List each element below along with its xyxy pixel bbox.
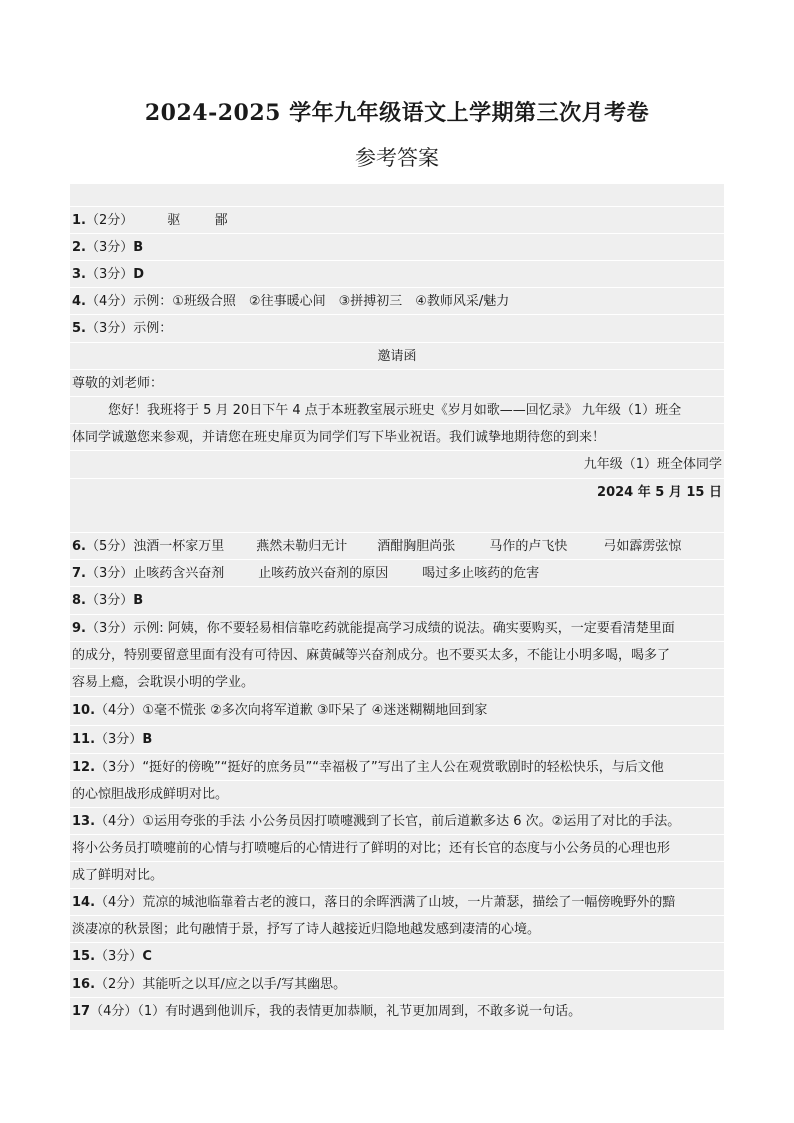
q-number: 1. xyxy=(72,213,86,228)
answer-text: ①毫不慌张 ②多次向将军道歉 ③吓呆了 ④迷迷糊糊地回到家 xyxy=(142,703,488,718)
q-number: 9. xyxy=(72,621,86,636)
q-score: （3分） xyxy=(95,732,143,747)
q-score: （3分） xyxy=(85,621,134,636)
q-score: （3分） xyxy=(95,949,143,964)
q-number: 4. xyxy=(72,294,86,309)
q-score: （3分） xyxy=(85,267,134,282)
q-score: （4分） xyxy=(95,814,143,829)
q-score: （3分） xyxy=(85,240,134,255)
answer-choice: B xyxy=(133,240,144,255)
answer-row-17 xyxy=(70,997,724,1023)
q-score: （5分） xyxy=(85,539,134,554)
q-score: （2分） xyxy=(95,977,143,992)
q-number: 2. xyxy=(72,240,86,255)
answer-text: 荒凉的城池临靠着古老的渡口，落日的余晖洒满了山坡，一片萧瑟，描绘了一幅傍晚野外的黯 xyxy=(142,895,676,910)
page-subtitle: 参考答案 xyxy=(355,146,439,170)
letter-signature: 九年级（1）班全体同学 xyxy=(70,450,724,476)
q-number: 5. xyxy=(72,321,86,336)
answer-item: 喝过多止咳药的危害 xyxy=(422,566,540,581)
answer-choice: D xyxy=(133,267,145,282)
answer-row-9-cont: 的成分，特别要留意里面有没有可待因、麻黄碱等兴奋剂成分。也不要买太多，不能让小明多喝，喝多了 xyxy=(70,641,724,667)
answer-text: ①运用夸张的手法 小公务员因打喷嚏溅到了长官，前后道歉多达 6 次。②运用了对比的手法。 xyxy=(142,814,681,829)
answer-b: 鄙 xyxy=(214,213,228,228)
answer-row-8 xyxy=(70,586,724,612)
answer-choice: B xyxy=(142,732,153,747)
letter-body-line-2: 体同学诚邀您来参观，并请您在班史扉页为同学们写下毕业祝语。我们诚挚地期待您的到来！ xyxy=(70,423,724,449)
answer-row-12-cont: 的心惊胆战形成鲜明对比。 xyxy=(70,780,724,806)
q-number: 8. xyxy=(72,593,86,608)
answer-text: 其能听之以耳/应之以手/写其幽思。 xyxy=(142,977,347,992)
q-number: 13. xyxy=(72,814,96,829)
answer-section xyxy=(70,184,724,1030)
answer-row-15 xyxy=(70,942,724,968)
q-number: 7. xyxy=(72,566,86,581)
answer-row-4 xyxy=(70,287,724,313)
answer-row-11 xyxy=(70,725,724,751)
q-number: 3. xyxy=(72,267,86,282)
answer-row-1 xyxy=(70,206,724,232)
answer-row-5 xyxy=(70,314,724,340)
q-score: （4分） xyxy=(95,895,143,910)
q-score: （4分） xyxy=(90,1004,138,1019)
answer-item: 马作的卢飞快 xyxy=(489,539,568,554)
answer-row-6 xyxy=(70,532,724,558)
q-number: 10. xyxy=(72,703,96,718)
answer-choice: B xyxy=(133,593,144,608)
letter-salutation: 尊敬的刘老师： xyxy=(70,369,724,395)
answer-item: 燕然未勒归无计 xyxy=(256,539,348,554)
answer-text: （1）有时遇到他训斥，我的表情更加恭顺，礼节更加周到，不敢多说一句话。 xyxy=(137,1004,582,1019)
answer-item: 止咳药含兴奋剂 xyxy=(133,566,225,581)
answer-row-10 xyxy=(70,696,724,722)
q-score: （4分） xyxy=(85,294,134,309)
answer-row-13 xyxy=(70,807,724,833)
q-number: 17 xyxy=(72,1004,91,1019)
answer-row-13-cont: 成了鲜明对比。 xyxy=(70,861,724,887)
answer-item: 止咳药放兴奋剂的原因 xyxy=(258,566,389,581)
answer-text: “挺好的傍晚”“挺好的庶务员”“幸福极了”写出了主人公在观赏歌剧时的轻松快乐，与后文他 xyxy=(142,760,664,775)
page-title: 2024-2025 学年九年级语文上学期第三次月考卷 xyxy=(144,100,650,126)
answer-a: 驱 xyxy=(167,213,181,228)
q-score: （2分） xyxy=(85,213,134,228)
answer-row-9-cont: 容易上瘾，会耽误小明的学业。 xyxy=(70,668,724,694)
letter-date: 2024 年 5 月 15 日 xyxy=(70,478,724,504)
q-score: （3分） xyxy=(85,566,134,581)
q-number: 15. xyxy=(72,949,96,964)
answer-row-2 xyxy=(70,233,724,259)
q-score: （3分） xyxy=(85,593,134,608)
q-number: 6. xyxy=(72,539,86,554)
answer-text: 示例: 阿姨，你不要轻易相信靠吃药就能提高学习成绩的说法。确实要购买，一定要看清楚里面 xyxy=(133,621,675,636)
answer-item: 浊酒一杯家万里 xyxy=(133,539,225,554)
answer-row-14-cont: 淡凄凉的秋景图；此句融情于景，抒写了诗人越接近归隐地越发感到凄清的心境。 xyxy=(70,915,724,941)
letter-body-line-1: 您好！我班将于 5 月 20日下午 4 点于本班教室展示班史《岁月如歌——回忆录》 九年级（1）班全 xyxy=(70,396,724,422)
q-score: （4分） xyxy=(95,703,143,718)
answer-item: 酒酣胸胆尚张 xyxy=(377,539,456,554)
q-score: （3分） xyxy=(85,321,134,336)
q-number: 11. xyxy=(72,732,96,747)
answer-row-9 xyxy=(70,614,724,640)
answer-text: 示例：①班级合照 ②往事暖心间 ③拼搏初三 ④教师风采/魅力 xyxy=(133,294,510,309)
answer-row-12 xyxy=(70,753,724,779)
answer-item: 弓如霹雳弦惊 xyxy=(603,539,682,554)
answer-row-7 xyxy=(70,559,724,585)
answer-row-14 xyxy=(70,888,724,914)
answer-choice: C xyxy=(142,949,152,964)
letter-title: 邀请函 xyxy=(70,342,724,368)
answer-row-16 xyxy=(70,970,724,996)
q-number: 12. xyxy=(72,760,96,775)
q-number: 16. xyxy=(72,977,96,992)
q-score: （3分） xyxy=(95,760,143,775)
answer-row-13-cont: 将小公务员打喷嚏前的心情与打喷嚏后的心情进行了鲜明的对比；还有长官的态度与小公务员的心理也形 xyxy=(70,834,724,860)
q-number: 14. xyxy=(72,895,96,910)
answer-row-3 xyxy=(70,260,724,286)
answer-text: 示例： xyxy=(133,321,173,336)
